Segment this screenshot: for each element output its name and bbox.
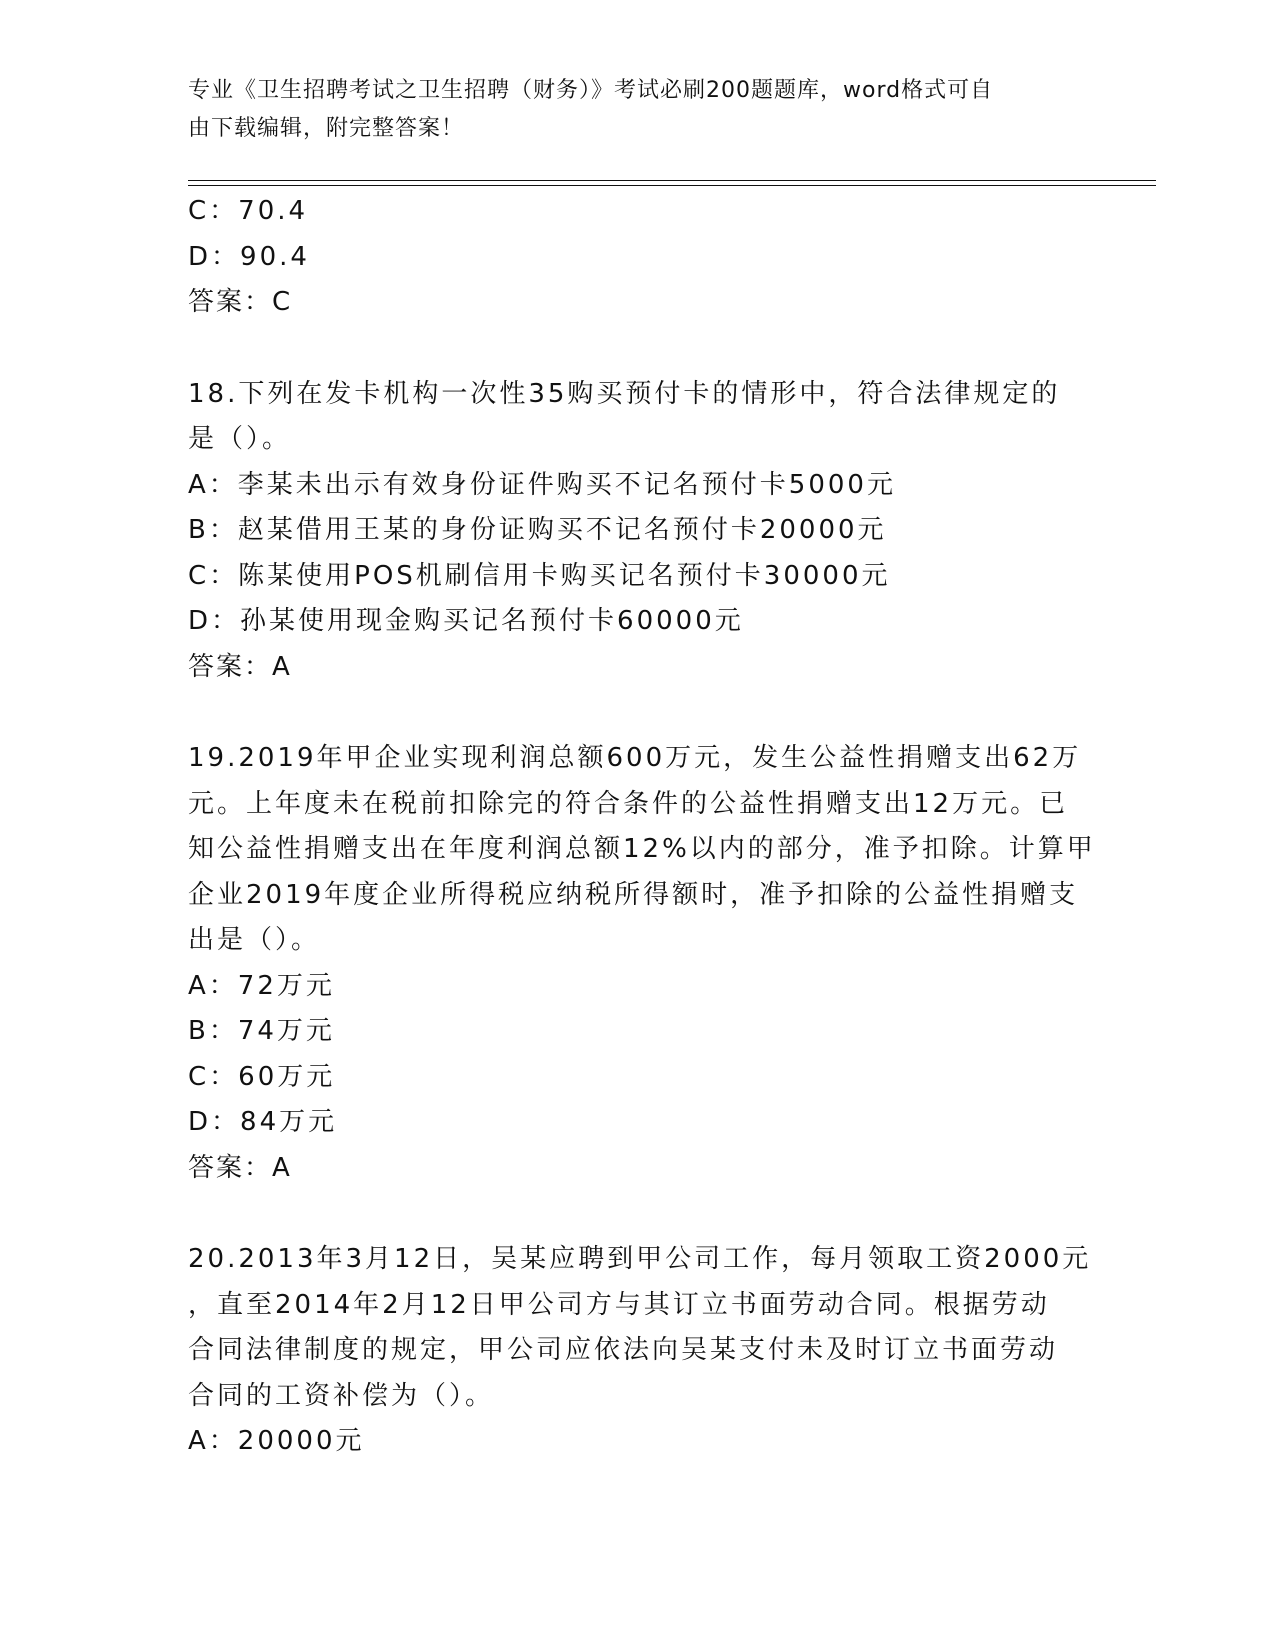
header-divider-bottom	[188, 185, 1156, 186]
question-text-line: 知公益性捐赠支出在年度利润总额12%以内的部分，准予扣除。计算甲	[188, 834, 1096, 864]
question-20	[188, 1237, 1092, 1465]
document-header	[188, 72, 1068, 148]
option-a: A：李某未出示有效身份证件购买不记名预付卡5000元	[188, 469, 896, 500]
header-line-2: 由下载编辑，附完整答案！	[188, 116, 465, 141]
question-text-line: 合同的工资补偿为（）。	[188, 1380, 495, 1411]
question-text-line: 19.2019年甲企业实现利润总额600万元，发生公益性捐赠支出62万	[188, 743, 1082, 773]
question-19	[188, 736, 1096, 1191]
option-c: C：70.4	[188, 196, 309, 226]
option-b: B：赵某借用王某的身份证购买不记名预付卡20000元	[188, 515, 887, 545]
question-text-line: 合同法律制度的规定，甲公司应依法向吴某支付未及时订立书面劳动	[188, 1335, 1059, 1365]
spacer	[188, 690, 1088, 736]
question-content	[188, 189, 1096, 1465]
answer-line: 答案：A	[188, 1152, 292, 1183]
option-d: D：孙某使用现金购买记名预付卡60000元	[188, 606, 744, 636]
spacer	[188, 1191, 1088, 1237]
carryover-block	[188, 189, 1088, 326]
question-text-line: 元。上年度未在税前扣除完的符合条件的公益性捐赠支出12万元。已	[188, 788, 1069, 819]
question-text-line: 出是（）。	[188, 925, 321, 955]
option-c: C：陈某使用POS机刷信用卡购买记名预付卡30000元	[188, 560, 891, 591]
option-d: D：84万元	[188, 1107, 338, 1137]
answer-line: 答案：C	[188, 287, 293, 317]
question-text-line: 企业2019年度企业所得税应纳税所得额时，准予扣除的公益性捐赠支	[188, 879, 1079, 910]
question-18	[188, 372, 1088, 691]
question-text-line: ，直至2014年2月12日甲公司方与其订立书面劳动合同。根据劳动	[188, 1289, 1050, 1320]
option-c: C：60万元	[188, 1061, 336, 1092]
answer-line: 答案：A	[188, 651, 292, 682]
question-text-line: 18.下列在发卡机构一次性35购买预付卡的情形中，符合法律规定的	[188, 378, 1061, 409]
option-d: D：90.4	[188, 241, 310, 272]
question-text-line: 20.2013年3月12日，吴某应聘到甲公司工作，每月领取工资2000元	[188, 1244, 1092, 1274]
header-divider-top	[188, 180, 1156, 181]
option-b: B：74万元	[188, 1016, 335, 1046]
question-text-line: 是（）。	[188, 424, 292, 454]
header-line-1: 专业《卫生招聘考试之卫生招聘（财务）》考试必刷200题题库，word格式可自	[188, 78, 994, 103]
option-a: A：72万元	[188, 970, 335, 1001]
option-a: A：20000元	[188, 1426, 365, 1456]
spacer	[188, 326, 1088, 372]
